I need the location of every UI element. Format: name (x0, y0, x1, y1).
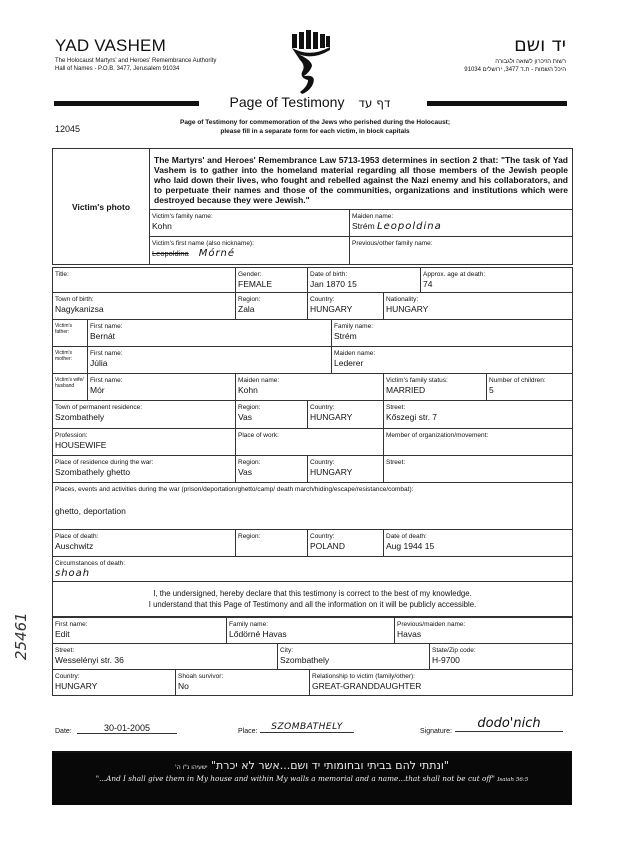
death-region-field[interactable] (236, 530, 308, 557)
field-label: Country: (310, 404, 335, 411)
submitter-city-field[interactable] (278, 644, 430, 670)
submitter-address-section (52, 643, 573, 670)
field-value: 74 (423, 279, 433, 289)
declaration-line-2: I understand that this Page of Testimony and all the information on it will be publicly accessible. (148, 600, 477, 609)
victim-previous-name-field[interactable] (350, 237, 573, 265)
handwritten-annotation: Mórné (198, 248, 236, 259)
org-address: Hall of Names - P.O.B. 3477, Jerusalem 91034 (55, 66, 180, 72)
declaration (53, 582, 573, 617)
victim-photo-box[interactable]: Victim's photo (53, 149, 150, 265)
banner-hebrew: "ונתתי להם בביתי ובחומותי יד ושם...אשר לא יכרת" ישעיהו נ"ו ה' (175, 759, 449, 772)
field-label: Street: (386, 459, 406, 466)
page-title (0, 94, 620, 110)
field-label: First name: (55, 621, 88, 628)
field-label: Family name: (334, 323, 374, 330)
field-label: Place of death: (55, 533, 99, 540)
permanent-country-field[interactable] (308, 401, 384, 429)
org-subtitle: The Holocaust Martyrs' and Heroes' Remembrance Authority (55, 58, 217, 64)
handwritten-archive-number: 25461 (12, 612, 30, 660)
victim-maiden-name-field[interactable] (350, 210, 573, 237)
birth-section (52, 292, 573, 320)
field-label: Member of organization/movement: (386, 432, 489, 439)
war-country-field[interactable] (308, 456, 384, 483)
birth-region-field[interactable] (236, 293, 308, 320)
field-label: Date of death: (386, 533, 427, 540)
field-label: Country: (310, 296, 335, 303)
field-label: Region: (238, 533, 261, 540)
family-status-field[interactable] (384, 374, 487, 401)
father-family-name-field[interactable] (332, 320, 573, 347)
field-label: Gender: (238, 271, 262, 278)
war-region-field[interactable] (236, 456, 308, 483)
number-of-children-field[interactable] (487, 374, 573, 401)
field-value: HUNGARY (310, 412, 353, 422)
spouse-first-name-field[interactable] (88, 374, 236, 401)
submitter-street-field[interactable] (53, 644, 278, 670)
mother-first-name-field[interactable] (88, 347, 332, 374)
field-value: Kohn (238, 385, 258, 395)
field-value: 5 (489, 385, 494, 395)
place-field[interactable]: SZOMBATHELY (260, 722, 354, 733)
organization-field[interactable] (384, 429, 573, 456)
submitter-country-field[interactable] (53, 670, 176, 696)
field-label: Town of birth: (55, 296, 94, 303)
field-value: Lederer (334, 358, 364, 368)
intro-text (140, 118, 490, 136)
page-title-english: Page of Testimony (229, 94, 345, 110)
field-value: shoah (55, 568, 91, 579)
field-label: Victim's family name: (152, 213, 213, 220)
field-value: Júlia (90, 358, 108, 368)
field-label: Shoah survivor: (178, 673, 224, 680)
place-of-work-field[interactable] (236, 429, 384, 456)
town-of-birth-field[interactable] (53, 293, 236, 320)
field-label: Places, events and activities during the war (prison/deportation/ghetto/camp/ death march/hiding/escape/resistance/combat): (55, 486, 414, 493)
field-value: POLAND (310, 541, 345, 551)
field-value: H-9700 (432, 655, 460, 665)
field-label: Victim's family status: (386, 377, 448, 384)
spouse-maiden-name-field[interactable] (236, 374, 384, 401)
field-value: Strém (334, 331, 357, 341)
field-label: Title: (55, 271, 69, 278)
victim-first-name-field[interactable] (150, 237, 350, 265)
field-value: HUNGARY (55, 681, 98, 691)
field-value: Mór (90, 385, 105, 395)
birth-country-field[interactable] (308, 293, 384, 320)
age-at-death-field[interactable] (421, 268, 573, 293)
title-field[interactable] (53, 268, 236, 293)
field-label: Street: (55, 647, 75, 654)
field-label: Nationality: (386, 296, 419, 303)
place-label: Place: (238, 728, 258, 735)
war-street-field[interactable] (384, 456, 573, 483)
field-label: Country: (55, 673, 80, 680)
field-label: Victim's first name (also nickname): (152, 240, 254, 247)
law-text: The Martyrs' and Heroes' Remembrance Law 5713-1953 determines in section 2 that: "The task of Yad Vashem is to gather into the homeland material regarding all those members of the Jewish people who laid down their lives, who fought and rebelled against the Nazi enemy and his collaborators, and to perpetuate their names and those of the communities, organizations and institutions which were destroyed because they were Jewish." (150, 149, 573, 210)
field-value: Zala (238, 304, 255, 314)
declaration-line-1: I, the undersigned, hereby declare that this testimony is correct to the best of my knowledge. (153, 589, 472, 598)
field-value: Edit (55, 629, 70, 639)
signature-label: Signature: (420, 728, 452, 735)
field-label: Previous/maiden name: (397, 621, 466, 628)
field-value: Nagykanizsa (55, 304, 104, 314)
field-value (152, 248, 347, 259)
form-id: 12045 (55, 124, 81, 134)
intro-line-2: please fill in a separate form for each victim, in block capitals (220, 128, 410, 135)
field-value: Kőszegi str. 7 (386, 412, 438, 422)
submitter-relationship-section (52, 669, 573, 696)
circumstances-of-death-field[interactable] (53, 557, 573, 582)
field-label: Number of children: (489, 377, 546, 384)
victim-details-section (52, 267, 573, 293)
submitter-first-name-field[interactable] (53, 618, 227, 644)
field-label: Approx. age at death: (423, 271, 486, 278)
field-label: State/Zip code: (432, 647, 476, 654)
field-label: Profession: (55, 432, 88, 439)
field-label: City: (280, 647, 293, 654)
heb-address: היכל השמות - ת.ד 3477, ירושלים 91034 (464, 67, 566, 73)
field-value: Havas (397, 629, 422, 639)
org-name: YAD VASHEM (55, 36, 166, 55)
mother-label: Victim's mother: (53, 347, 88, 374)
relationship-field[interactable] (310, 670, 573, 696)
handwritten-annotation: Leopoldina (377, 221, 442, 232)
field-value: No (178, 681, 189, 691)
field-label: First name: (90, 323, 123, 330)
victim-family-name-field[interactable] (150, 210, 350, 237)
submitter-zip-field[interactable] (430, 644, 573, 670)
field-value: Bernát (90, 331, 116, 341)
field-label: Place of residence during the war: (55, 459, 154, 466)
isaiah-quote-banner (52, 753, 572, 805)
field-value: Jan 1870 15 (310, 279, 357, 289)
field-value: FEMALE (238, 279, 273, 289)
field-label: Country: (310, 533, 335, 540)
field-value: Szombathely (55, 412, 105, 422)
father-first-name-field[interactable] (88, 320, 332, 347)
nationality-field[interactable] (384, 293, 573, 320)
field-value: Strém Leopoldina (352, 221, 442, 232)
page-title-hebrew: דף עד (358, 96, 391, 110)
field-label: Region: (238, 459, 261, 466)
field-label: Region: (238, 296, 261, 303)
field-value: HUNGARY (310, 304, 353, 314)
gender-field[interactable] (236, 268, 308, 293)
date-of-birth-field[interactable] (308, 268, 421, 293)
place-of-death-field[interactable] (53, 530, 236, 557)
intro-line-1: Page of Testimony for commemoration of the Jews who perished during the Holocaust; (179, 119, 451, 126)
field-label: Region: (238, 404, 261, 411)
mother-maiden-name-field[interactable] (332, 347, 573, 374)
field-value: HUNGARY (310, 467, 353, 477)
field-label: Town of permanent residence: (55, 404, 143, 411)
field-label: Maiden name: (238, 377, 280, 384)
field-label: Family name: (229, 621, 269, 628)
field-label: Circumstances of death: (55, 560, 126, 567)
field-label: Place of work: (238, 432, 279, 439)
permanent-town-field[interactable] (53, 401, 236, 429)
field-label: Previous/other family name: (352, 240, 433, 247)
field-label: Street: (386, 404, 406, 411)
field-value: Aug 1944 15 (386, 541, 435, 551)
field-value: Wesselényi str. 36 (55, 655, 124, 665)
field-value: Szombathely ghetto (55, 467, 131, 477)
field-value: HOUSEWIFE (55, 440, 107, 450)
father-label: Victim's father: (53, 320, 88, 347)
field-value: Vas (238, 412, 253, 422)
field-value: GREAT-GRANDDAUGHTER (312, 681, 422, 691)
date-field[interactable]: 30-01-2005 (77, 723, 177, 734)
profession-field[interactable] (53, 429, 236, 456)
field-value: ghetto, deportation (55, 506, 126, 516)
residence-section (52, 400, 573, 617)
struck-value: Leopoldina (152, 249, 189, 258)
field-value: Lődörné Havas (229, 629, 287, 639)
death-country-field[interactable] (308, 530, 384, 557)
yad-vashem-menorah-logo-icon (290, 30, 332, 96)
submitter-section (52, 617, 573, 644)
field-label: Maiden name: (352, 213, 394, 220)
date-label: Date: (55, 728, 72, 735)
heb-org-name: יד ושם (514, 34, 566, 56)
signature-field[interactable]: dodo'nich (455, 716, 563, 732)
spouse-label: Victim's wife/ husband (53, 374, 88, 401)
field-label: First name: (90, 377, 123, 384)
shoah-survivor-field[interactable] (176, 670, 310, 696)
parents-section (52, 319, 573, 374)
field-value: Kohn (152, 221, 172, 231)
field-value: Auschwitz (55, 541, 94, 551)
permanent-region-field[interactable] (236, 401, 308, 429)
field-value: Vas (238, 467, 253, 477)
heb-subtitle: רשות הזיכרון לשואה ולגבורה (495, 59, 566, 65)
permanent-street-field[interactable] (384, 401, 573, 429)
field-value: HUNGARY (386, 304, 429, 314)
field-label: Relationship to victim (family/other): (312, 673, 415, 680)
spouse-section (52, 373, 573, 401)
banner-english: "...And I shall give them in My house and within My walls a memorial and a name...that shall not be cut off" Isaiah 56:5 (95, 774, 529, 783)
field-label: First name: (90, 350, 123, 357)
submitter-previous-name-field[interactable] (395, 618, 573, 644)
field-value: MARRIED (386, 385, 426, 395)
field-label: Date of birth: (310, 271, 348, 278)
field-label: Country: (310, 459, 335, 466)
submitter-family-name-field[interactable] (227, 618, 395, 644)
field-value: Szombathely (280, 655, 330, 665)
date-of-death-field[interactable] (384, 530, 573, 557)
victim-name-section (52, 148, 573, 265)
war-events-field[interactable] (53, 483, 573, 530)
field-label: Maiden name: (334, 350, 376, 357)
war-residence-field[interactable] (53, 456, 236, 483)
